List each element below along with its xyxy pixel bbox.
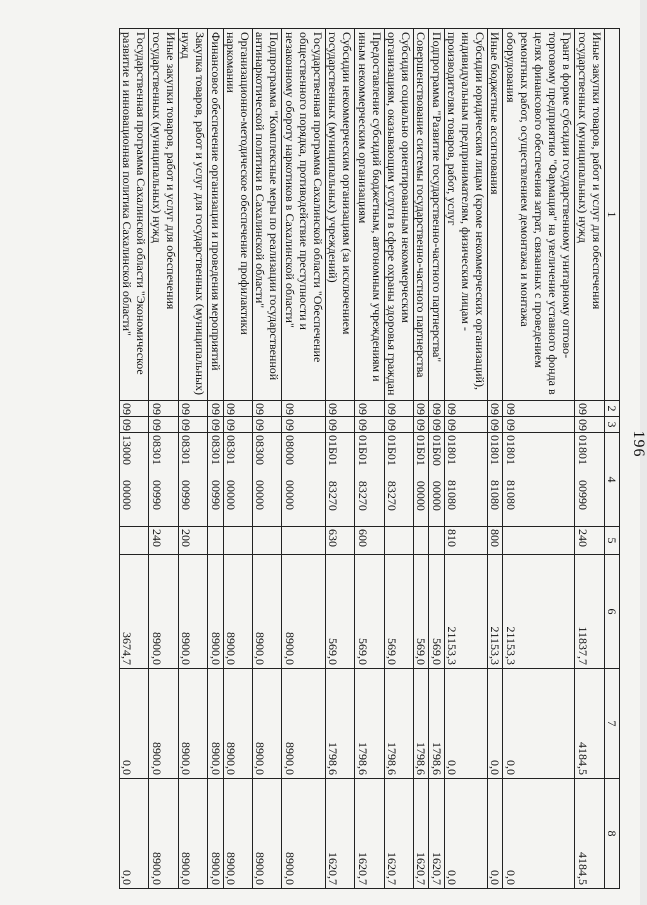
- table-row: [488, 29, 503, 889]
- header-cell-4: 4: [604, 433, 619, 527]
- row-subsection: 09: [325, 417, 354, 433]
- row-amount-year3: 0,0: [444, 779, 488, 889]
- table-row: [120, 29, 149, 889]
- header-cell-8: 8: [604, 779, 619, 889]
- row-amount-year2: 8900,0: [282, 669, 326, 779]
- row-subsection: 09: [120, 417, 149, 433]
- target-article-direction: 00000: [120, 480, 135, 510]
- row-amount-year1: 11837,7: [575, 555, 604, 669]
- row-expense-type: 800: [488, 527, 503, 555]
- row-target-article: [223, 433, 252, 527]
- table-row: [429, 29, 444, 889]
- row-amount-year1: 8900,0: [178, 555, 207, 669]
- row-amount-year3: 1620,7: [384, 779, 413, 889]
- row-subsection: 09: [503, 417, 575, 433]
- row-target-article: [325, 433, 354, 527]
- row-target-article: [444, 433, 488, 527]
- row-target-article: [384, 433, 413, 527]
- row-subsection: 09: [208, 417, 223, 433]
- row-expense-type: [208, 527, 223, 555]
- target-article-program: 01801: [444, 435, 459, 465]
- row-amount-year1: 569,0: [355, 555, 384, 669]
- row-amount-year2: 8900,0: [149, 669, 178, 779]
- row-amount-year3: 8900,0: [208, 779, 223, 889]
- row-name: Субсидии юридическим лицам (кроме некоммерческих организаций), индивидуальным предпринимателям, физическим лицам - производителям товаров, работ, услуг: [444, 29, 488, 401]
- row-amount-year2: 8900,0: [223, 669, 252, 779]
- row-amount-year3: 0,0: [503, 779, 575, 889]
- table-row: [223, 29, 252, 889]
- row-expense-type: [429, 527, 444, 555]
- row-section: 09: [252, 401, 281, 417]
- target-article-program: 01Б01: [326, 435, 341, 466]
- row-section: 09: [282, 401, 326, 417]
- rotated-sheet: [50, 28, 647, 888]
- row-amount-year1: 8900,0: [223, 555, 252, 669]
- row-amount-year2: 0,0: [120, 669, 149, 779]
- row-subsection: 09: [575, 417, 604, 433]
- row-amount-year3: 4184,5: [575, 779, 604, 889]
- target-article-direction: 00990: [149, 480, 164, 510]
- header-cell-5: 5: [604, 527, 619, 555]
- row-amount-year2: 1798,6: [384, 669, 413, 779]
- row-target-article: [488, 433, 503, 527]
- row-amount-year2: 1798,6: [414, 669, 429, 779]
- target-article-direction: 81080: [488, 480, 503, 510]
- row-section: 09: [223, 401, 252, 417]
- row-target-article: [575, 433, 604, 527]
- row-section: 09: [488, 401, 503, 417]
- row-subsection: 09: [444, 417, 488, 433]
- row-expense-type: [223, 527, 252, 555]
- row-expense-type: 630: [325, 527, 354, 555]
- row-subsection: 09: [282, 417, 326, 433]
- row-target-article: [355, 433, 384, 527]
- row-amount-year3: 1620,7: [429, 779, 444, 889]
- row-expense-type: 200: [178, 527, 207, 555]
- target-article-direction: 00000: [223, 480, 238, 510]
- row-amount-year3: 8900,0: [178, 779, 207, 889]
- header-cell-6: 6: [604, 555, 619, 669]
- row-target-article: [429, 433, 444, 527]
- row-section: 09: [355, 401, 384, 417]
- target-article-direction: 83270: [384, 480, 399, 511]
- row-amount-year1: 3674,7: [120, 555, 149, 669]
- row-amount-year3: 8900,0: [252, 779, 281, 889]
- row-amount-year1: 21153,3: [503, 555, 575, 669]
- target-article-direction: 81080: [503, 480, 518, 510]
- row-name: Организационно-методическое обеспечение профилактики наркомании: [223, 29, 252, 401]
- table-body: [120, 29, 620, 889]
- budget-table: [119, 28, 620, 889]
- target-article-program: 08000: [282, 435, 297, 465]
- row-amount-year1: 8900,0: [208, 555, 223, 669]
- row-amount-year1: 569,0: [325, 555, 354, 669]
- header-cell-3: 3: [604, 417, 619, 433]
- row-name: Подпрограмма "Развитие государственно-частного партнерства": [429, 29, 444, 401]
- table-row: [414, 29, 429, 889]
- row-expense-type: [282, 527, 326, 555]
- table-row: [503, 29, 575, 889]
- row-name: Предоставление субсидий бюджетным, автономным учреждениям и иным некоммерческим организациям: [355, 29, 384, 401]
- row-section: 09: [384, 401, 413, 417]
- target-article-direction: 00000: [282, 480, 297, 510]
- target-article-direction: 00000: [429, 480, 444, 511]
- row-amount-year2: 0,0: [488, 669, 503, 779]
- row-amount-year3: 1620,7: [325, 779, 354, 889]
- target-article-program: 13000: [120, 435, 135, 465]
- target-article-direction: 00990: [179, 480, 194, 510]
- target-article-program: 01Б01: [384, 435, 399, 466]
- row-name: Субсидии некоммерческим организациям (за исключением государственных (муниципальных) учреждений): [325, 29, 354, 401]
- row-target-article: [252, 433, 281, 527]
- header-cell-2: 2: [604, 401, 619, 417]
- row-subsection: 09: [414, 417, 429, 433]
- row-target-article: [414, 433, 429, 527]
- row-name: Совершенствование системы государственно-частного партнерства: [414, 29, 429, 401]
- row-amount-year1: 21153,3: [444, 555, 488, 669]
- row-subsection: 09: [355, 417, 384, 433]
- row-expense-type: [120, 527, 149, 555]
- row-amount-year2: 4184,5: [575, 669, 604, 779]
- target-article-direction: 00990: [208, 480, 223, 510]
- row-section: 09: [178, 401, 207, 417]
- row-subsection: 09: [252, 417, 281, 433]
- row-target-article: [503, 433, 575, 527]
- row-expense-type: 810: [444, 527, 488, 555]
- row-amount-year2: 8900,0: [208, 669, 223, 779]
- row-section: 09: [429, 401, 444, 417]
- row-section: 09: [444, 401, 488, 417]
- row-subsection: 09: [429, 417, 444, 433]
- table-row: [178, 29, 207, 889]
- row-amount-year2: 0,0: [444, 669, 488, 779]
- target-article-program: 01801: [488, 435, 503, 465]
- target-article-program: 01Б01: [355, 435, 370, 466]
- row-name: Грант в форме субсидии государственному унитарному оптово-торговому предприятию "Фармация" на увеличение уставного фонда в целях финансового обеспечения затрат, связанных с проведением ремонтных работ, осуществлением демонтажа и монтажа оборудования: [503, 29, 575, 401]
- row-name: Субсидия социально ориентированным некоммерческим организациям, оказывающим услуги в сфере охраны здоровья граждан: [384, 29, 413, 401]
- row-expense-type: 600: [355, 527, 384, 555]
- row-amount-year2: 1798,6: [325, 669, 354, 779]
- table-row: [355, 29, 384, 889]
- row-section: 09: [149, 401, 178, 417]
- row-amount-year2: 1798,6: [429, 669, 444, 779]
- row-section: 09: [575, 401, 604, 417]
- row-amount-year3: 0,0: [488, 779, 503, 889]
- table-row: [282, 29, 326, 889]
- row-name: Государственная программа Сахалинской области "Экономическое развитие и инновационная политика Сахалинской области": [120, 29, 149, 401]
- target-article-program: 01801: [503, 435, 518, 465]
- row-name: Финансовое обеспечение организации и проведения мероприятий: [208, 29, 223, 401]
- row-amount-year1: 8900,0: [149, 555, 178, 669]
- target-article-program: 08301: [223, 435, 238, 465]
- header-cell-7: 7: [604, 669, 619, 779]
- target-article-program: 01Б00: [429, 435, 444, 466]
- row-target-article: [282, 433, 326, 527]
- target-article-program: 01Б01: [414, 435, 429, 466]
- row-amount-year2: 8900,0: [178, 669, 207, 779]
- table-row: [325, 29, 354, 889]
- row-subsection: 09: [149, 417, 178, 433]
- row-amount-year1: 569,0: [414, 555, 429, 669]
- row-section: 09: [414, 401, 429, 417]
- row-target-article: [120, 433, 149, 527]
- table-row: [444, 29, 488, 889]
- row-amount-year3: 8900,0: [223, 779, 252, 889]
- row-amount-year3: 8900,0: [282, 779, 326, 889]
- row-expense-type: [384, 527, 413, 555]
- row-name: Иные закупки товаров, работ и услуг для обеспечения государственных (муниципальных) нужд: [575, 29, 604, 401]
- row-amount-year3: 8900,0: [149, 779, 178, 889]
- header-cell-1: 1: [604, 29, 619, 401]
- table-row: [384, 29, 413, 889]
- table-row: [575, 29, 604, 889]
- row-section: 09: [325, 401, 354, 417]
- row-name: Государственная программа Сахалинской области "Обеспечение общественного порядка, противодействие преступности и незаконному обороту наркотиков в Сахалинской области": [282, 29, 326, 401]
- row-subsection: 09: [488, 417, 503, 433]
- row-amount-year3: 0,0: [120, 779, 149, 889]
- target-article-program: 08301: [179, 435, 194, 465]
- target-article-program: 01801: [575, 435, 590, 465]
- table-row: [208, 29, 223, 889]
- row-name: Подпрограмма "Комплексные меры по реализации государственной антинаркотической политики в Сахалинской области": [252, 29, 281, 401]
- table-row: [149, 29, 178, 889]
- header-row: [604, 29, 619, 889]
- row-expense-type: 240: [575, 527, 604, 555]
- target-article-direction: 00990: [575, 480, 590, 510]
- row-amount-year1: 21153,3: [488, 555, 503, 669]
- target-article-program: 08300: [253, 435, 268, 465]
- row-amount-year2: 8900,0: [252, 669, 281, 779]
- row-section: 09: [503, 401, 575, 417]
- target-article-direction: 83270: [355, 480, 370, 511]
- row-target-article: [208, 433, 223, 527]
- row-expense-type: [503, 527, 575, 555]
- row-name: Иные закупки товаров, работ и услуг для обеспечения государственных (муниципальных) нужд: [149, 29, 178, 401]
- row-amount-year1: 569,0: [384, 555, 413, 669]
- row-subsection: 09: [384, 417, 413, 433]
- row-expense-type: 240: [149, 527, 178, 555]
- target-article-program: 08301: [208, 435, 223, 465]
- row-amount-year1: 8900,0: [252, 555, 281, 669]
- target-article-program: 08301: [149, 435, 164, 465]
- row-amount-year2: 0,0: [503, 669, 575, 779]
- row-name: Закупка товаров, работ и услуг для государственных (муниципальных) нужд: [178, 29, 207, 401]
- row-name: Иные бюджетные ассигнования: [488, 29, 503, 401]
- row-section: 09: [120, 401, 149, 417]
- row-amount-year1: 8900,0: [282, 555, 326, 669]
- page-number: 196: [630, 430, 647, 458]
- row-amount-year3: 1620,7: [414, 779, 429, 889]
- row-target-article: [178, 433, 207, 527]
- target-article-direction: 00000: [414, 480, 429, 511]
- row-target-article: [149, 433, 178, 527]
- row-subsection: 09: [178, 417, 207, 433]
- row-amount-year2: 1798,6: [355, 669, 384, 779]
- row-expense-type: [252, 527, 281, 555]
- row-amount-year1: 569,0: [429, 555, 444, 669]
- target-article-direction: 81080: [444, 480, 459, 510]
- row-expense-type: [414, 527, 429, 555]
- row-amount-year3: 1620,7: [355, 779, 384, 889]
- row-subsection: 09: [223, 417, 252, 433]
- target-article-direction: 83270: [326, 480, 341, 511]
- target-article-direction: 00000: [253, 480, 268, 510]
- row-section: 09: [208, 401, 223, 417]
- table-row: [252, 29, 281, 889]
